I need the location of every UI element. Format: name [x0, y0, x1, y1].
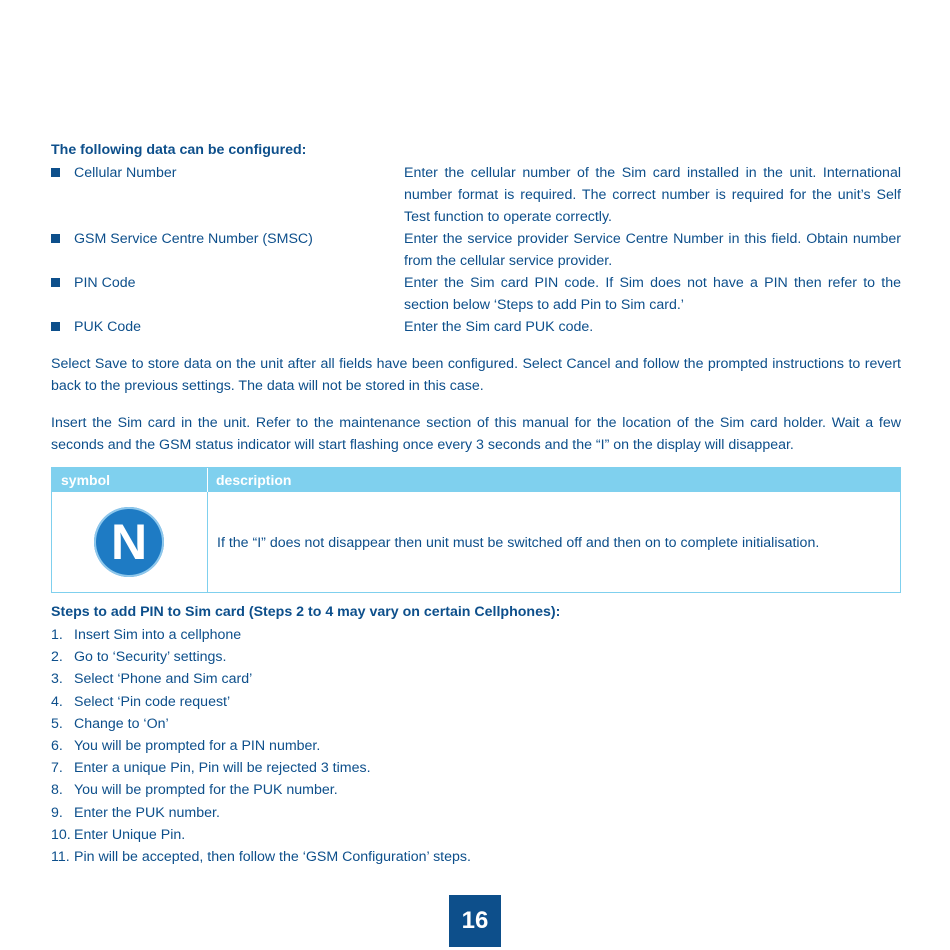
- config-item-description: Enter the cellular number of the Sim card installed in the unit. International number format is required. The correct number is required for the unit’s Self Test function to operate correctly.: [404, 165, 901, 226]
- note-n-letter: N: [110, 514, 148, 570]
- bullet-square-icon: [51, 168, 60, 177]
- step-text: Change to ‘On’: [74, 715, 169, 732]
- step-text: You will be prompted for the PUK number.: [74, 782, 338, 799]
- step-number: 4.: [51, 693, 63, 710]
- steps-heading: Steps to add PIN to Sim card (Steps 2 to 4 may vary on certain Cellphones):: [51, 604, 561, 620]
- config-item-description: Enter the service provider Service Centre Number in this field. Obtain number from the cellular service provider.: [404, 231, 901, 270]
- insert-sim-paragraph: Insert the Sim card in the unit. Refer to the maintenance section of this manual for the location of the Sim card holder. Wait a few seconds and the GSM status indicator will start flashing once every 3 seconds and the “I” on the display will disappear.: [51, 415, 901, 454]
- config-item-description: Enter the Sim card PIN code. If Sim does not have a PIN then refer to the section below ‘Steps to add Pin to Sim card.’: [404, 275, 901, 314]
- save-cancel-paragraph: Select Save to store data on the unit after all fields have been configured. Select Cancel and follow the prompted instructions to revert back to the previous settings. The data will not be stored in this case.: [51, 356, 901, 395]
- table-header-description: description: [216, 472, 292, 488]
- step-number: 11.: [51, 848, 70, 865]
- bullet-square-icon: [51, 234, 60, 243]
- step-text: Enter a unique Pin, Pin will be rejected 3 times.: [74, 760, 371, 777]
- config-item-label: PUK Code: [74, 319, 142, 335]
- step-number: 10.: [51, 826, 71, 843]
- step-number: 6.: [51, 737, 63, 754]
- step-text: You will be prompted for a PIN number.: [74, 737, 321, 754]
- table-header: [52, 468, 900, 492]
- config-heading: The following data can be configured:: [51, 142, 307, 158]
- step-text: Enter Unique Pin.: [74, 826, 186, 843]
- table-column-divider-body: [207, 492, 208, 592]
- step-text: Go to ‘Security’ settings.: [74, 649, 227, 666]
- bullet-square-icon: [51, 278, 60, 287]
- step-text: Select ‘Pin code request’: [74, 693, 231, 710]
- config-item-label: Cellular Number: [74, 165, 177, 181]
- table-header-symbol: symbol: [61, 472, 111, 488]
- step-text: Enter the PUK number.: [74, 804, 220, 821]
- step-number: 5.: [51, 715, 63, 732]
- step-number: 8.: [51, 782, 63, 799]
- step-number: 7.: [51, 760, 63, 777]
- config-item-description: Enter the Sim card PUK code.: [404, 319, 594, 335]
- step-text: Insert Sim into a cellphone: [74, 627, 242, 643]
- step-text: Select ‘Phone and Sim card’: [74, 671, 253, 688]
- note-n-icon: [94, 507, 164, 577]
- step-number: 3.: [51, 671, 63, 688]
- config-item-label: PIN Code: [74, 275, 136, 291]
- step-text: Pin will be accepted, then follow the ‘GSM Configuration’ steps.: [74, 848, 471, 865]
- symbol-table: [51, 467, 901, 593]
- step-number: 9.: [51, 804, 63, 821]
- table-row-description: If the “I” does not disappear then unit must be switched off and then on to complete initialisation.: [217, 535, 820, 551]
- page-number: 16: [449, 895, 501, 947]
- step-number: 2.: [51, 649, 63, 666]
- bullet-square-icon: [51, 322, 60, 331]
- config-item-label: GSM Service Centre Number (SMSC): [74, 231, 313, 247]
- step-number: 1.: [51, 627, 63, 643]
